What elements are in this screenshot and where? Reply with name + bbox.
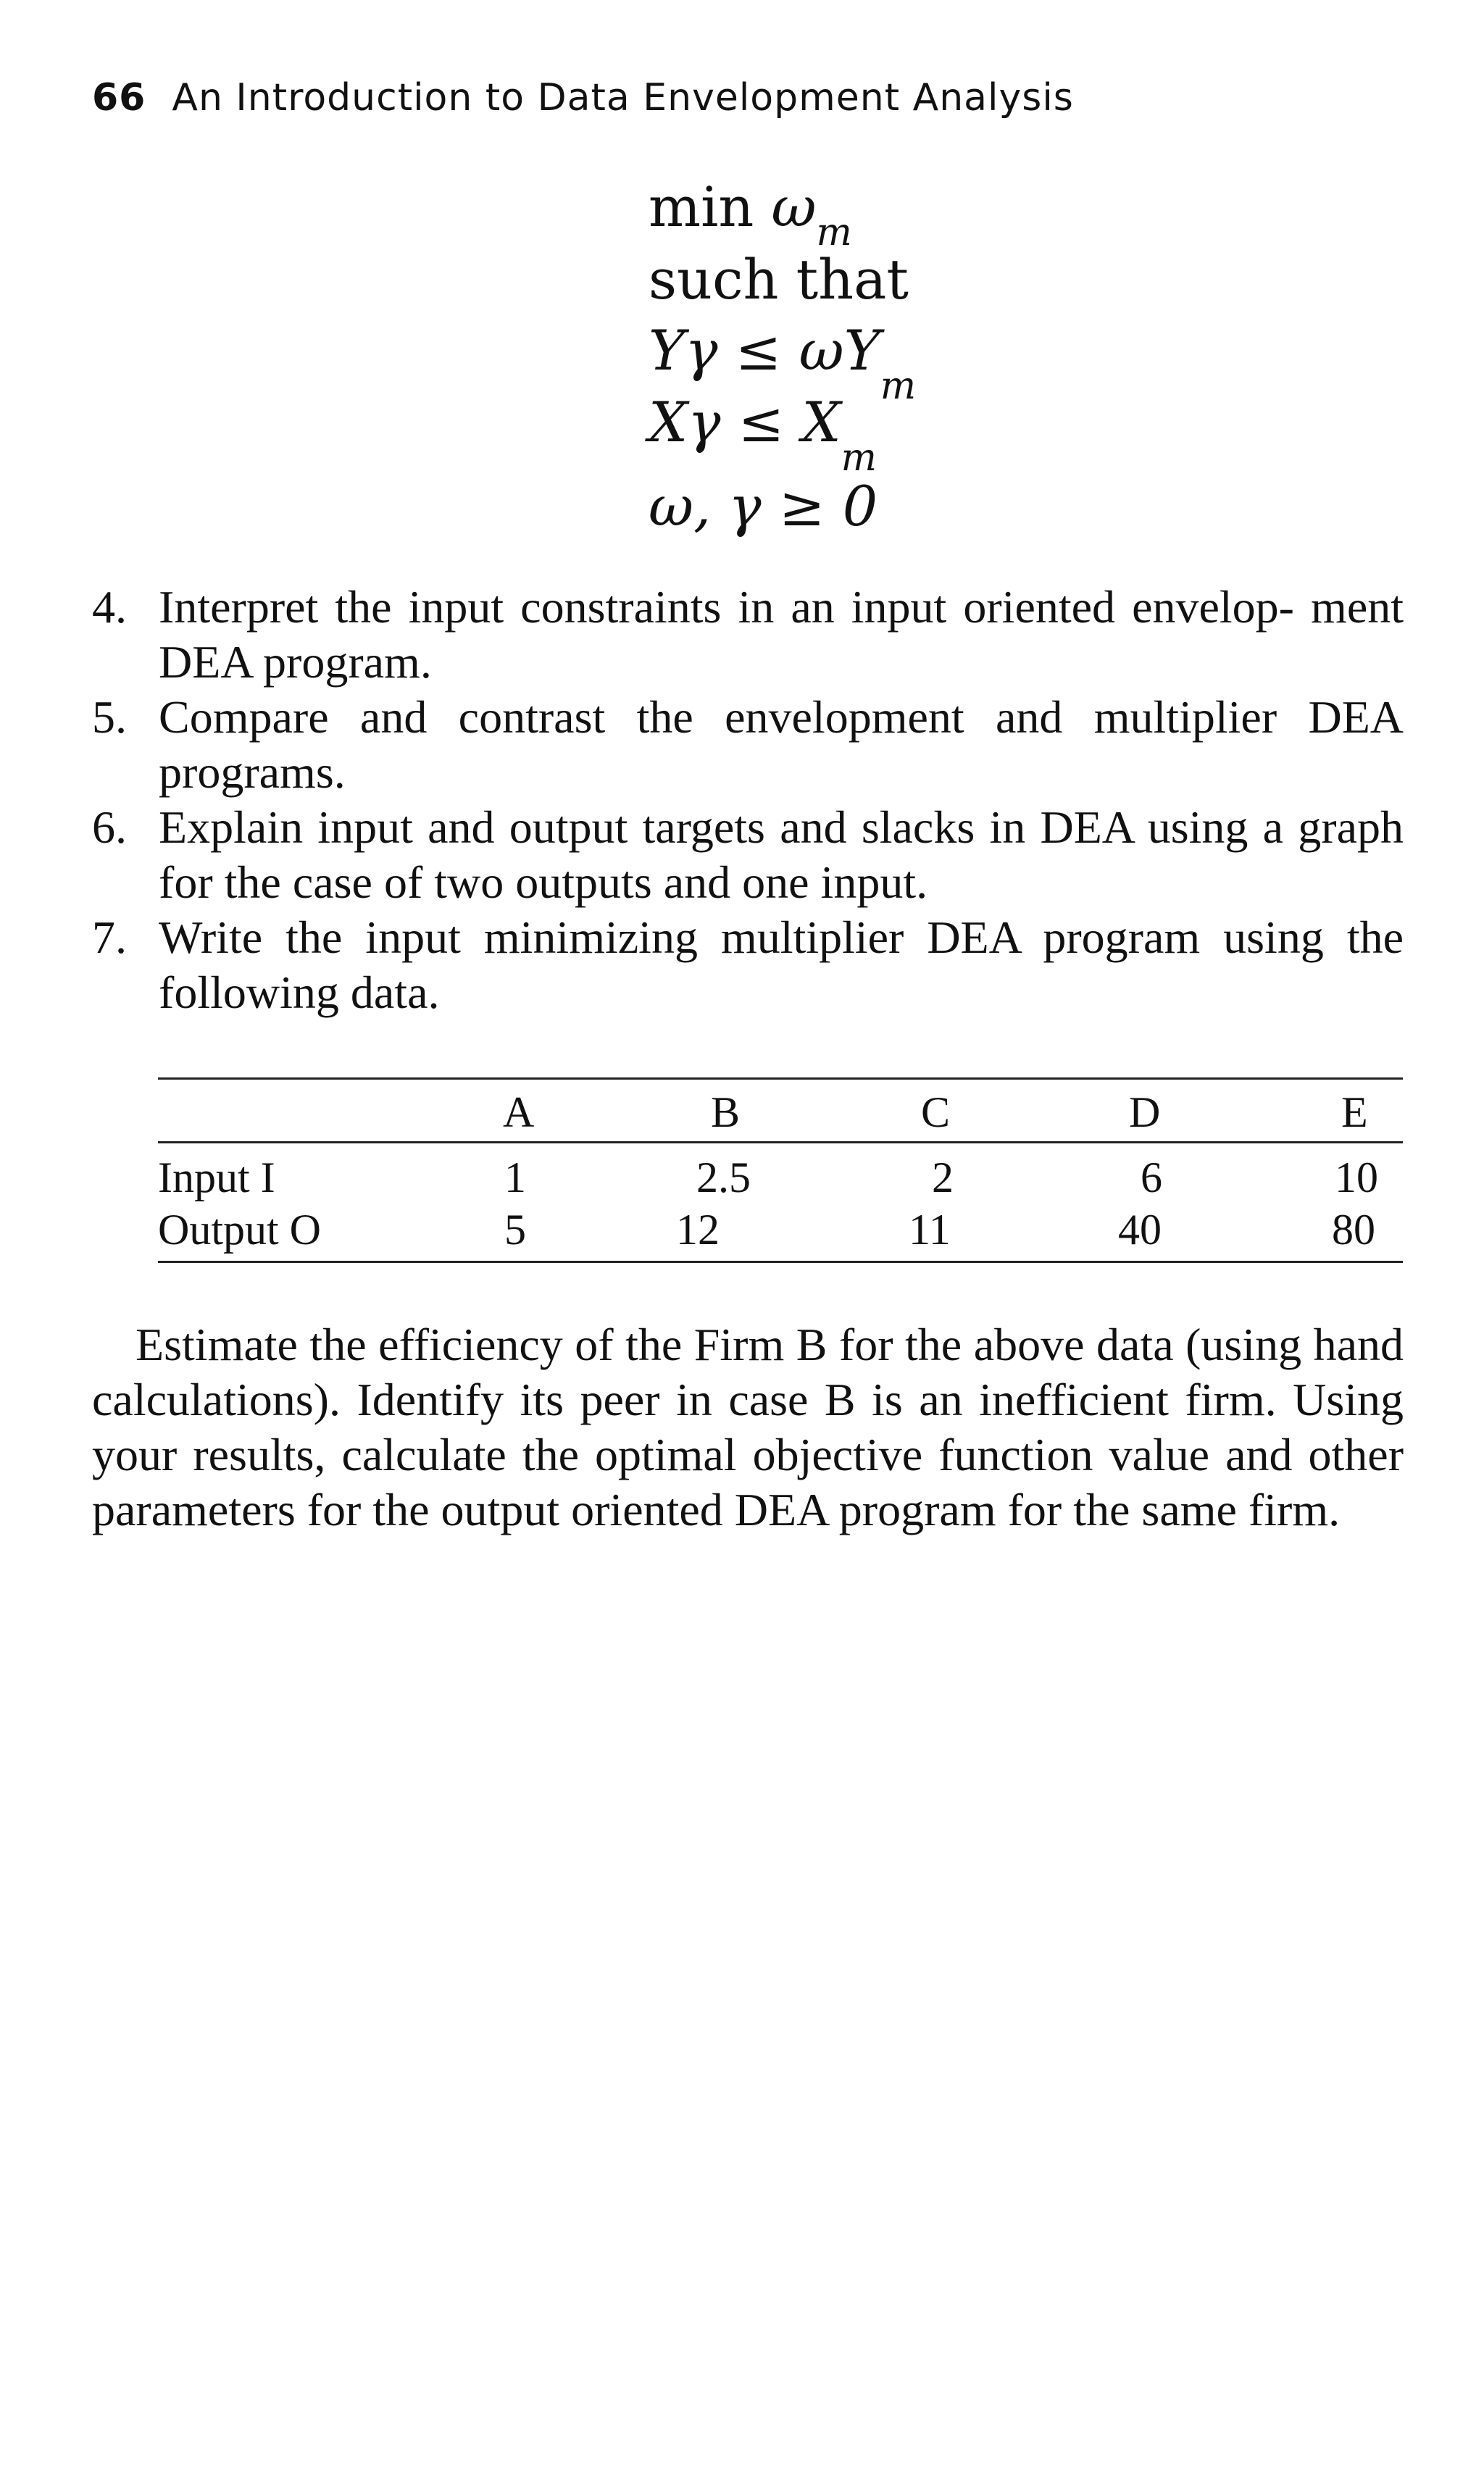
question-number: 6. (92, 801, 127, 853)
column-header: B (711, 1088, 741, 1136)
question-number: 7. (92, 912, 127, 963)
table-cell: 1 (504, 1154, 526, 1201)
question-text: Interpret the input constraints in an input oriented envelop- ment DEA program. (159, 581, 1404, 688)
such-that-line: such that (649, 247, 909, 312)
column-header: D (1129, 1088, 1161, 1136)
row-label: Output O (158, 1206, 321, 1254)
column-header: A (503, 1088, 535, 1136)
book-title: An Introduction to Data Envelopment Analysis (172, 76, 1074, 120)
table-top-rule (158, 1077, 1403, 1080)
table-cell: 11 (909, 1206, 951, 1254)
output-constraint: $Y\gamma \le \omega Y_m$ (649, 318, 917, 408)
table-cell: 80 (1332, 1206, 1375, 1254)
column-header: E (1341, 1088, 1368, 1136)
table-cell: 40 (1118, 1206, 1162, 1254)
question-number: 4. (92, 581, 127, 633)
table-cell: 2 (932, 1154, 954, 1201)
input-constraint: $X\gamma \le X_m$ (649, 390, 877, 480)
row-label: Input I (158, 1154, 275, 1201)
table-bottom-rule (158, 1261, 1403, 1263)
question-item (92, 690, 1404, 800)
question-item (92, 910, 1404, 1020)
running-head (92, 76, 1074, 120)
table-cell: 12 (676, 1206, 720, 1254)
nonnegativity-constraint: ω, γ ≥ 0 (649, 474, 878, 538)
page-number: 66 (92, 76, 146, 120)
objective-line: $\min \omega_m$ (649, 175, 852, 254)
question-list (92, 580, 1404, 1020)
question-text: Compare and contrast the envelopment and multiplier DEA programs. (159, 691, 1404, 798)
column-header: C (921, 1088, 951, 1136)
question-number: 5. (92, 691, 127, 743)
table-cell: 5 (504, 1206, 526, 1254)
question-text: Explain input and output targets and slacks in DEA using a graph for the case of two outputs and one input. (159, 801, 1404, 908)
table-cell: 6 (1141, 1154, 1162, 1201)
table-header-rule (158, 1141, 1403, 1143)
question-item (92, 580, 1404, 690)
question-text: Write the input minimizing multiplier DEA program using the following data. (159, 912, 1404, 1018)
closing-paragraph: Estimate the efficiency of the Firm B for the above data (using hand calculations). Identify its peer in case B is an inefficient firm. Using your results, calculate the optimal objective function value and other parameters for the output oriented DEA program for the same firm. (92, 1319, 1404, 1535)
question-item (92, 800, 1404, 910)
table-cell: 2.5 (696, 1154, 751, 1201)
table-cell: 10 (1335, 1154, 1378, 1201)
